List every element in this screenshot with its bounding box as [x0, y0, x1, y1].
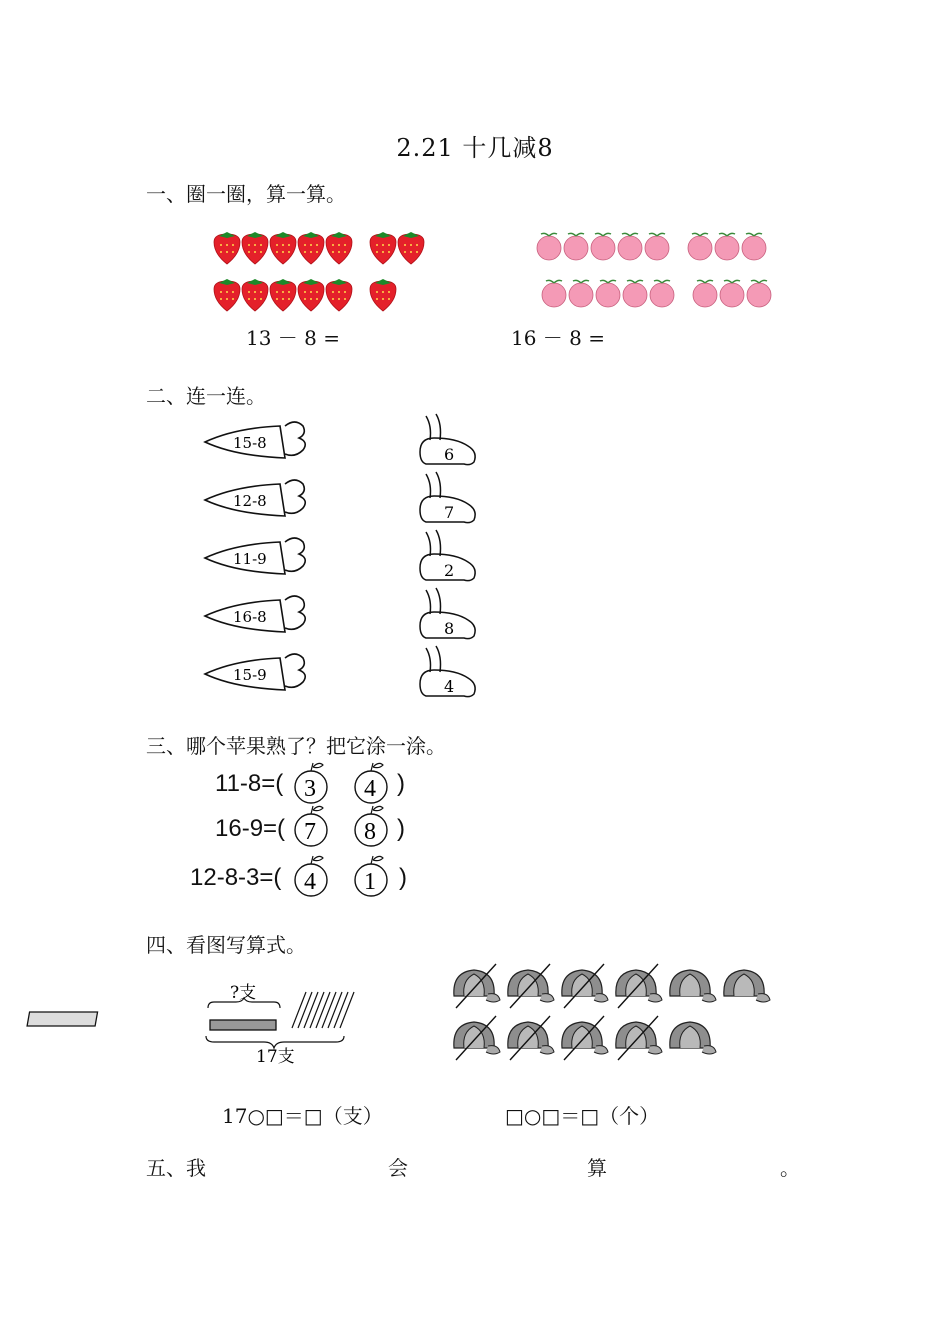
question-label: ?支 — [230, 983, 257, 1003]
section-5-word-2: 会 — [388, 1156, 408, 1180]
apple-option-number: 1 — [364, 869, 376, 895]
section-5-prefix: 五、我 — [146, 1156, 206, 1180]
formula-pencils: 17○□＝□（支） — [222, 1104, 383, 1128]
bun-icon — [670, 970, 716, 1002]
section-3-heading: 三、哪个苹果熟了？把它涂一涂。 — [146, 734, 446, 758]
bun-icon — [454, 964, 500, 1008]
rabbit-number: 6 — [444, 445, 455, 464]
section-5-word-3: 算 — [587, 1156, 607, 1180]
section-5-end: 。 — [780, 1156, 800, 1180]
rabbit-number: 7 — [444, 503, 455, 522]
apple-option-number: 4 — [304, 869, 316, 895]
carrot-label: 16-8 — [233, 608, 267, 626]
section-4-heading: 四、看图写算式。 — [146, 933, 306, 957]
bun-icon — [616, 964, 662, 1008]
bun-icon — [562, 964, 608, 1008]
bun-icon — [508, 1016, 554, 1060]
total-label: 17支 — [256, 1047, 295, 1067]
apple-question-2-expr: 16-9=( — [215, 815, 286, 842]
apple-question-2-close: ) — [397, 815, 405, 842]
bun-icon — [724, 970, 770, 1002]
carrot-label: 11-9 — [233, 550, 267, 568]
apple-option-number: 3 — [304, 776, 316, 802]
bun-icon — [562, 1016, 608, 1060]
apple-question-1-expr: 11-8=( — [215, 770, 284, 797]
bun-icon — [616, 1016, 662, 1060]
carrot-label: 15-9 — [233, 666, 267, 684]
equation-strawberry: 13 － 8 = — [246, 326, 341, 350]
apple-option-number: 7 — [304, 819, 316, 845]
apple-question-3-expr: 12-8-3=( — [190, 864, 282, 891]
apple-question-3-close: ) — [399, 864, 407, 891]
carrot-label: 12-8 — [233, 492, 267, 510]
apple-option-number: 8 — [364, 819, 376, 845]
rabbit-number: 4 — [444, 677, 455, 696]
apple-question-1-close: ) — [397, 770, 405, 797]
page-title: 2.21 十几减8 — [396, 134, 554, 162]
bun-icon — [508, 964, 554, 1008]
equation-peach: 16 － 8 = — [511, 326, 606, 350]
bun-icon — [454, 1016, 500, 1060]
rabbit-number: 2 — [444, 561, 455, 580]
apple-option-number: 4 — [364, 776, 376, 802]
rabbit-number: 8 — [444, 619, 455, 638]
carrot-label: 15-8 — [233, 434, 267, 452]
section-2-heading: 二、连一连。 — [146, 384, 266, 408]
section-1-heading: 一、圈一圈，算一算。 — [146, 182, 346, 206]
bun-icon — [670, 1022, 716, 1054]
formula-buns: □○□＝□（个） — [505, 1104, 660, 1128]
